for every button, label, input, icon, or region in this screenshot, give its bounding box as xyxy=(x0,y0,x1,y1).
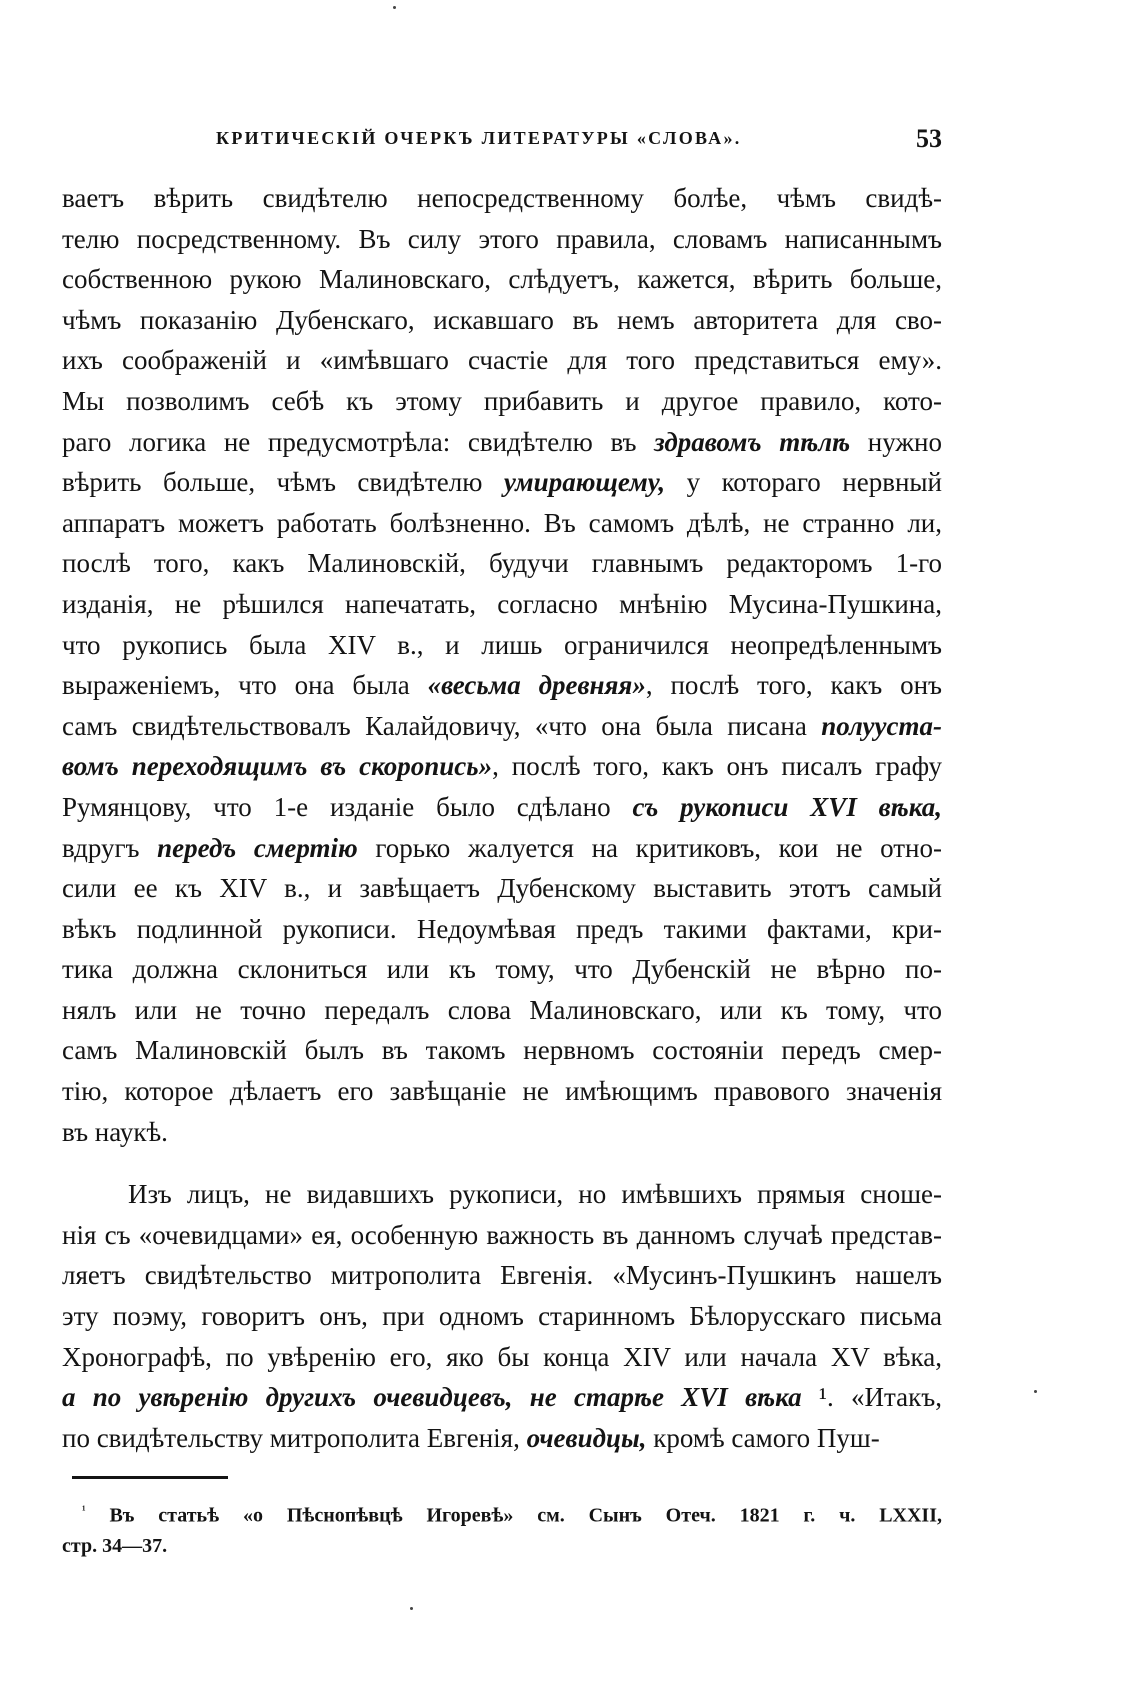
text-run: нужно xyxy=(850,426,942,457)
text-run: аппаратъ можетъ работать болѣзненно. Въ самомъ дѣлѣ, не странно ли, xyxy=(62,507,942,538)
paragraph-2 xyxy=(62,1174,942,1458)
text-line xyxy=(62,1071,942,1112)
text-line xyxy=(62,1112,942,1153)
text-run: тію, которое дѣлаетъ его завѣщаніе не имѣющимъ правового значенія xyxy=(62,1076,942,1107)
text-line xyxy=(62,584,942,625)
text-run: телю посредственному. Въ силу этого правила, словамъ написаннымъ xyxy=(62,223,942,254)
text-run: вѣкъ подлинной рукописи. Недоумѣвая предъ такими фактами, кри- xyxy=(62,913,942,944)
footnote-text-1: Въ статьѣ «о Пѣснопѣвцѣ Игоревѣ» см. Сынъ Отеч. 1821 г. ч. LXXII, xyxy=(109,1504,942,1527)
footnote-line-1 xyxy=(62,1492,942,1528)
text-run: эту поэму, говоритъ онъ, при одномъ старинномъ Бѣлорусскаго письма xyxy=(62,1301,942,1332)
text-line xyxy=(62,1296,942,1337)
text-line xyxy=(62,259,942,300)
text-run: ихъ соображеній и «имѣвшаго счастіе для того представиться ему». xyxy=(62,345,942,376)
text-line xyxy=(62,219,942,260)
text-line xyxy=(62,787,942,828)
print-speck xyxy=(393,6,396,9)
text-run: выраженіемъ, что она была xyxy=(62,670,428,701)
footnote xyxy=(62,1492,942,1564)
text-run: у котораго нервный xyxy=(665,467,942,498)
emphasis-text: здравомъ тѣлѣ xyxy=(654,426,851,457)
emphasis-text: а по увѣренію другихъ очевидцевъ, не старѣе XVI вѣка xyxy=(62,1382,802,1413)
emphasis-text: вомъ переходящимъ въ скоропись» xyxy=(62,751,493,782)
text-line xyxy=(62,1215,942,1256)
text-run: въ наукѣ. xyxy=(62,1116,168,1147)
text-line xyxy=(62,909,942,950)
footnote-marker: ¹ xyxy=(82,1503,86,1517)
running-title: КРИТИЧЕСКІЙ ОЧЕРКЪ ЛИТЕРАТУРЫ «СЛОВА». xyxy=(216,128,742,148)
text-run: раго логика не предусмотрѣла: свидѣтелю въ xyxy=(62,426,655,457)
text-line xyxy=(62,746,942,787)
text-line xyxy=(62,422,942,463)
emphasis-text: полууста- xyxy=(821,710,942,741)
text-run: ваетъ вѣрить свидѣтелю непосредственному болѣе, чѣмъ свидѣ- xyxy=(62,183,942,213)
text-line xyxy=(62,1418,942,1459)
text-run: вдругъ xyxy=(62,832,158,863)
paragraph-1 xyxy=(62,178,942,1152)
text-line xyxy=(62,828,942,869)
emphasis-text: передъ смертію xyxy=(157,832,358,863)
text-run: чѣмъ показанію Дубенскаго, искавшаго въ немъ авторитета для сво- xyxy=(62,304,942,335)
text-line xyxy=(62,868,942,909)
text-run: что рукопись была XIV в., и лишь ограничился неопредѣленнымъ xyxy=(62,629,942,660)
emphasis-text: очевидцы, xyxy=(526,1422,647,1453)
text-line xyxy=(62,1377,942,1418)
text-run: собственною рукою Малиновскаго, слѣдуетъ, кажется, вѣрить больше, xyxy=(62,264,942,295)
text-line xyxy=(62,178,942,219)
text-run: самъ Малиновскій былъ въ такомъ нервномъ состояніи передъ смер- xyxy=(62,1035,942,1066)
text-line xyxy=(62,625,942,666)
text-run: Изъ лицъ, не видавшихъ рукописи, но имѣвшихъ прямыя сноше- xyxy=(128,1179,942,1210)
text-line xyxy=(62,665,942,706)
text-run: по свидѣтельству митрополита Евгенія, xyxy=(62,1422,527,1453)
text-run: Хронографѣ, по увѣренію его, яко бы конца XIV или начала XV вѣка, xyxy=(62,1341,942,1372)
text-line xyxy=(62,300,942,341)
text-line xyxy=(62,949,942,990)
print-speck xyxy=(1034,1390,1037,1393)
footnote-rule xyxy=(72,1476,228,1479)
text-line xyxy=(62,340,942,381)
text-run: , послѣ того, какъ онъ писалъ графу xyxy=(492,751,942,782)
text-run: нялъ или не точно передалъ слова Малиновскаго, или къ тому, что xyxy=(62,994,942,1025)
emphasis-text: «весьма древняя» xyxy=(427,670,646,701)
text-run: горько жалуется на критиковъ, кои не отно- xyxy=(357,832,942,863)
text-run: нія съ «очевидцами» ея, особенную важность въ данномъ случаѣ представ- xyxy=(62,1219,942,1250)
body-text xyxy=(62,178,942,1458)
text-line xyxy=(62,381,942,422)
text-run: тика должна склониться или къ тому, что Дубенскій не вѣрно по- xyxy=(62,954,942,985)
page-number: 53 xyxy=(916,124,942,153)
print-speck xyxy=(410,1607,413,1610)
text-run: Румянцову, что 1-е изданіе было сдѣлано xyxy=(62,791,633,822)
text-run: послѣ того, какъ Малиновскій, будучи главнымъ редакторомъ 1-го xyxy=(62,548,942,579)
text-run: вѣрить больше, чѣмъ свидѣтелю xyxy=(62,467,504,498)
text-run: Мы позволимъ себѣ къ этому прибавить и другое правило, кото- xyxy=(62,385,942,416)
text-line xyxy=(62,706,942,747)
text-line xyxy=(62,503,942,544)
text-run: ¹. «Итакъ, xyxy=(801,1382,942,1413)
text-line xyxy=(62,1337,942,1378)
text-line xyxy=(62,990,942,1031)
text-run: ляетъ свидѣтельство митрополита Евгенія. «Мусинъ-Пушкинъ нашелъ xyxy=(62,1260,942,1291)
text-line xyxy=(62,543,942,584)
text-run: самъ свидѣтельствовалъ Калайдовичу, «что она была писана xyxy=(62,710,822,741)
text-run: изданія, не рѣшился напечатать, согласно мнѣнію Мусина-Пушкина, xyxy=(62,588,942,619)
text-run: , послѣ того, какъ онъ xyxy=(645,670,942,701)
text-run: сили ее къ XIV в., и завѣщаетъ Дубенскому выставить этотъ самый xyxy=(62,873,942,904)
emphasis-text: умирающему, xyxy=(503,467,666,498)
text-line xyxy=(62,1030,942,1071)
footnote-line-2: стр. 34—37. xyxy=(62,1535,168,1557)
page-header xyxy=(216,124,942,160)
text-line xyxy=(62,1255,942,1296)
emphasis-text: съ рукописи XVI вѣка, xyxy=(632,791,942,822)
text-line xyxy=(62,1174,942,1215)
text-run: кромѣ самого Пуш- xyxy=(646,1422,880,1453)
text-line xyxy=(62,462,942,503)
